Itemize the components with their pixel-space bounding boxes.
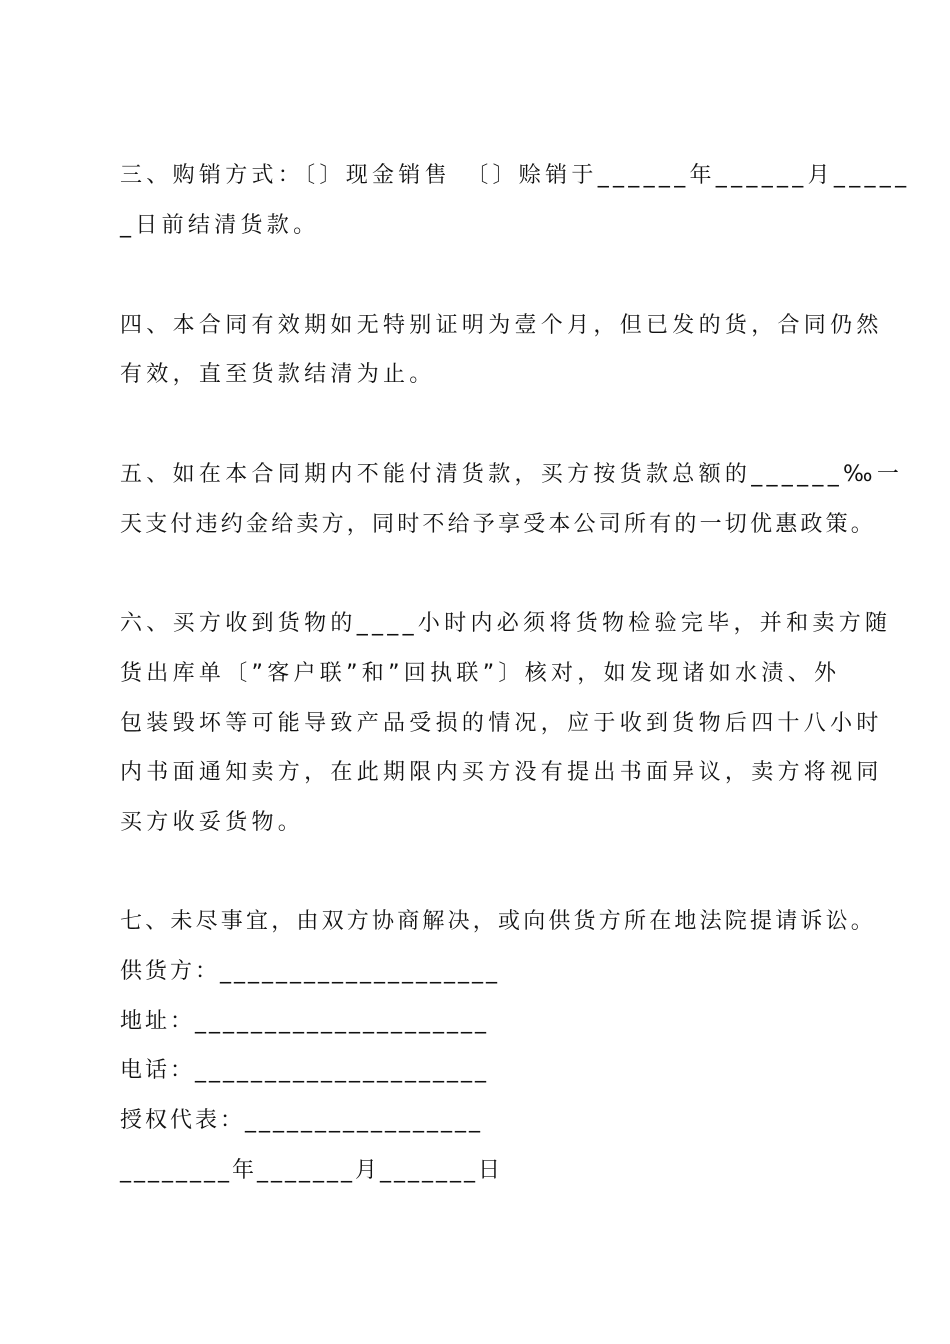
clause-3-line-1: 三、购销方式：〔〕现金销售 〔〕赊销于______年______月_____ [120,163,911,188]
clause-4-line-2: 有效，直至货款结清为止。 [120,362,436,387]
date-field: ________年_______月_______日 [120,1158,504,1183]
clause-6-line-2: 货出库单〔”客户联”和”回执联”〕核对，如发现诸如水渍、外 [120,661,841,686]
clause-6-line-1: 六、买方收到货物的____小时内必须将货物检验完毕，并和卖方随 [120,611,892,636]
phone-field: 电话：_____________________ [120,1058,490,1083]
clause-5-line-2: 天支付违约金给卖方，同时不给予享受本公司所有的一切优惠政策。 [120,512,877,537]
clause-3-line-2: _日前结清货款。 [120,213,320,238]
clause-6-line-5: 买方收妥货物。 [120,810,305,835]
clause-4-line-1: 四、本合同有效期如无特别证明为壹个月，但已发的货，合同仍然 [120,313,883,338]
clause-6-line-4: 内书面通知卖方，在此期限内买方没有提出书面异议，卖方将视同 [120,760,883,785]
clause-7-line-1: 七、未尽事宜，由双方协商解决，或向供货方所在地法院提请诉讼。 [120,909,877,934]
clause-6-line-3: 包装毁坏等可能导致产品受损的情况，应于收到货物后四十八小时 [120,711,883,736]
supplier-field: 供货方：____________________ [120,959,501,984]
clause-5-line-1: 五、如在本合同期内不能付清货款，买方按货款总额的______‰一 [120,462,904,487]
address-field: 地址：_____________________ [120,1009,490,1034]
authorized-rep-field: 授权代表：_________________ [120,1108,484,1133]
